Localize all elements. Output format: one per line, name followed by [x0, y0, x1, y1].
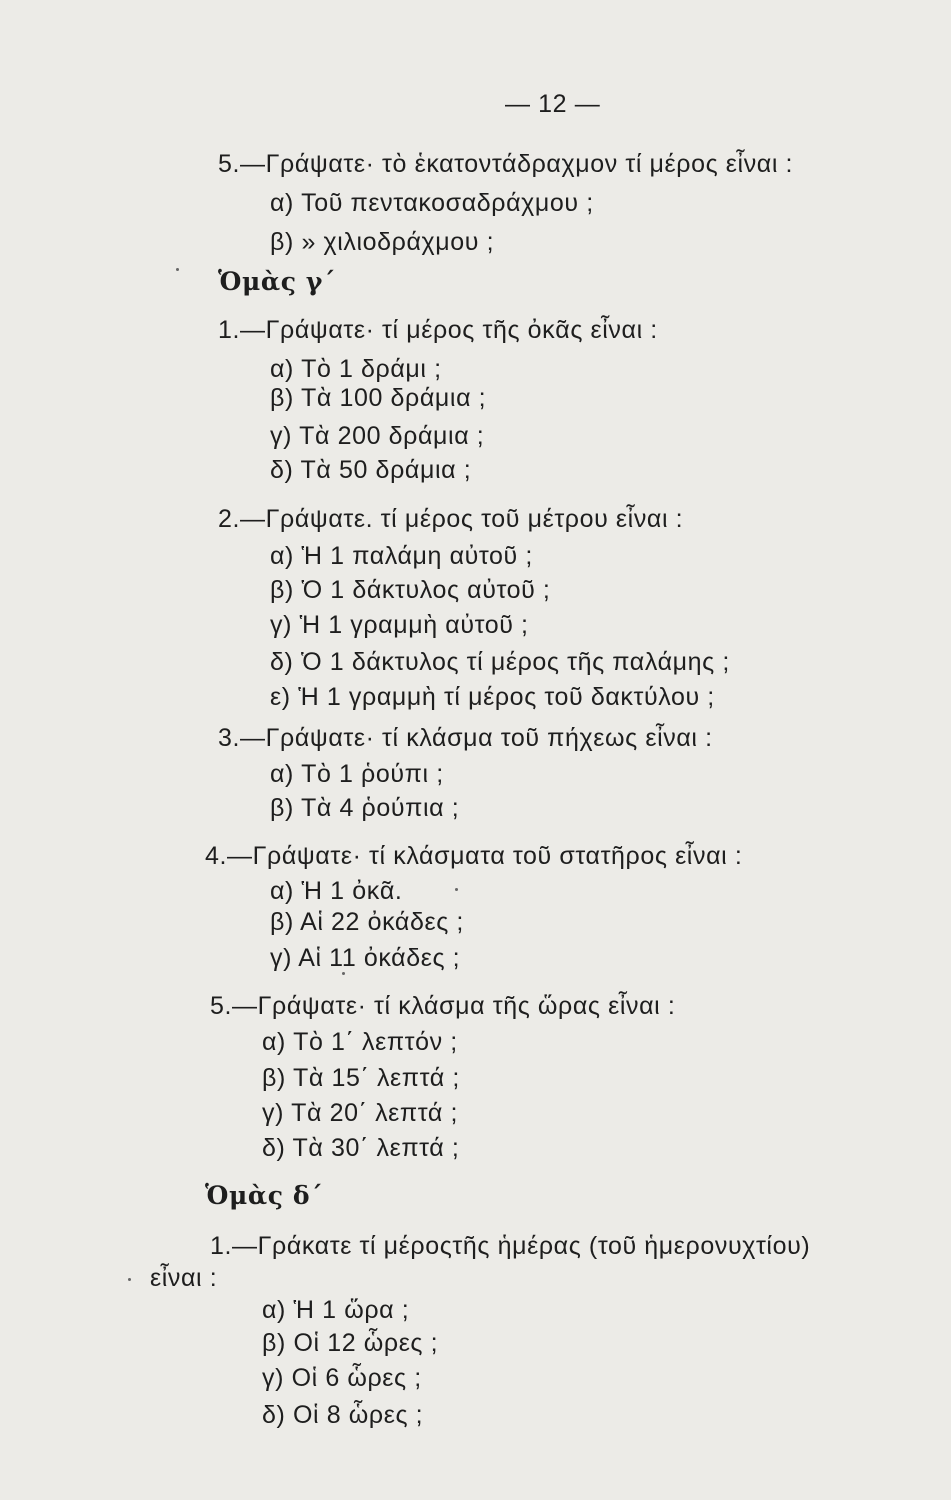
- exercise-item: ε) Ἡ 1 γραμμὴ τί μέρος τοῦ δακτύλου ;: [270, 683, 715, 711]
- exercise-heading: 2.—Γράψατε. τί μέρος τοῦ μέτρου εἶναι :: [218, 505, 684, 533]
- exercise-item: α) Ἡ 1 ὥρα ;: [262, 1296, 410, 1324]
- exercise-item: γ) Οἱ 6 ὧρες ;: [262, 1364, 422, 1392]
- page-number: — 12 —: [505, 90, 601, 118]
- exercise-item: β) Τὰ 15΄ λεπτά ;: [262, 1064, 460, 1092]
- exercise-item: δ) Τὰ 50 δράμια ;: [270, 456, 472, 484]
- exercise-item: δ) Ὁ 1 δάκτυλος τί μέρος τῆς παλάμης ;: [270, 648, 730, 676]
- exercise-item: γ) Τὰ 20΄ λεπτά ;: [262, 1099, 459, 1127]
- exercise-heading: 5.—Γράψατε· τί κλάσμα τῆς ὥρας εἶναι :: [210, 992, 676, 1020]
- print-speck: [342, 972, 345, 975]
- exercise-item: α) Τὸ 1΄ λεπτόν ;: [262, 1028, 458, 1056]
- exercise-item: δ) Οἱ 8 ὧρες ;: [262, 1401, 424, 1429]
- print-speck: [455, 888, 458, 891]
- exercise-heading: 1.—Γράψατε· τί μέρος τῆς ὀκᾶς εἶναι :: [218, 316, 658, 344]
- exercise-item: α) Ἡ 1 ὀκᾶ.: [270, 877, 403, 905]
- exercise-item: γ) Ἡ 1 γραμμὴ αὐτοῦ ;: [270, 611, 529, 639]
- group-heading: Ὁμὰς δ΄: [205, 1181, 324, 1210]
- exercise-item: α) Ἡ 1 παλάμη αὐτοῦ ;: [270, 542, 533, 570]
- exercise-item: α) Τοῦ πεντακοσαδράχμου ;: [270, 189, 594, 217]
- exercise-item: β) Αἱ 22 ὀκάδες ;: [270, 908, 464, 936]
- exercise-heading: 1.—Γράκατε τί μέροςτῆς ἡμέρας (τοῦ ἡμερονυχτίου): [210, 1232, 811, 1260]
- exercise-heading: 3.—Γράψατε· τί κλάσμα τοῦ πήχεως εἶναι :: [218, 724, 713, 752]
- exercise-heading: 4.—Γράψατε· τί κλάσματα τοῦ στατῆρος εἶναι :: [205, 842, 743, 870]
- exercise-item: δ) Τὰ 30΄ λεπτά ;: [262, 1134, 460, 1162]
- exercise-continuation: εἶναι :: [150, 1264, 218, 1292]
- exercise-item: β) Ὁ 1 δάκτυλος αὐτοῦ ;: [270, 576, 551, 604]
- exercise-item: γ) Αἱ 11 ὀκάδες ;: [270, 944, 461, 972]
- exercise-item: γ) Τὰ 200 δράμια ;: [270, 422, 485, 450]
- print-speck: [128, 1278, 131, 1281]
- exercise-item: α) Τὸ 1 δράμι ;: [270, 355, 442, 383]
- print-speck: [176, 268, 179, 271]
- exercise-item: β) Τὰ 100 δράμια ;: [270, 384, 487, 412]
- exercise-heading: 5.—Γράψατε· τὸ ἑκατοντάδραχμον τί μέρος εἶναι :: [218, 150, 794, 178]
- exercise-item: β) Οἱ 12 ὧρες ;: [262, 1329, 439, 1357]
- exercise-item: β) » χιλιοδράχμου ;: [270, 228, 495, 256]
- exercise-item: β) Τὰ 4 ῥούπια ;: [270, 794, 460, 822]
- group-heading: Ὁμὰς γ΄: [218, 267, 337, 296]
- exercise-item: α) Τὸ 1 ῥούπι ;: [270, 760, 444, 788]
